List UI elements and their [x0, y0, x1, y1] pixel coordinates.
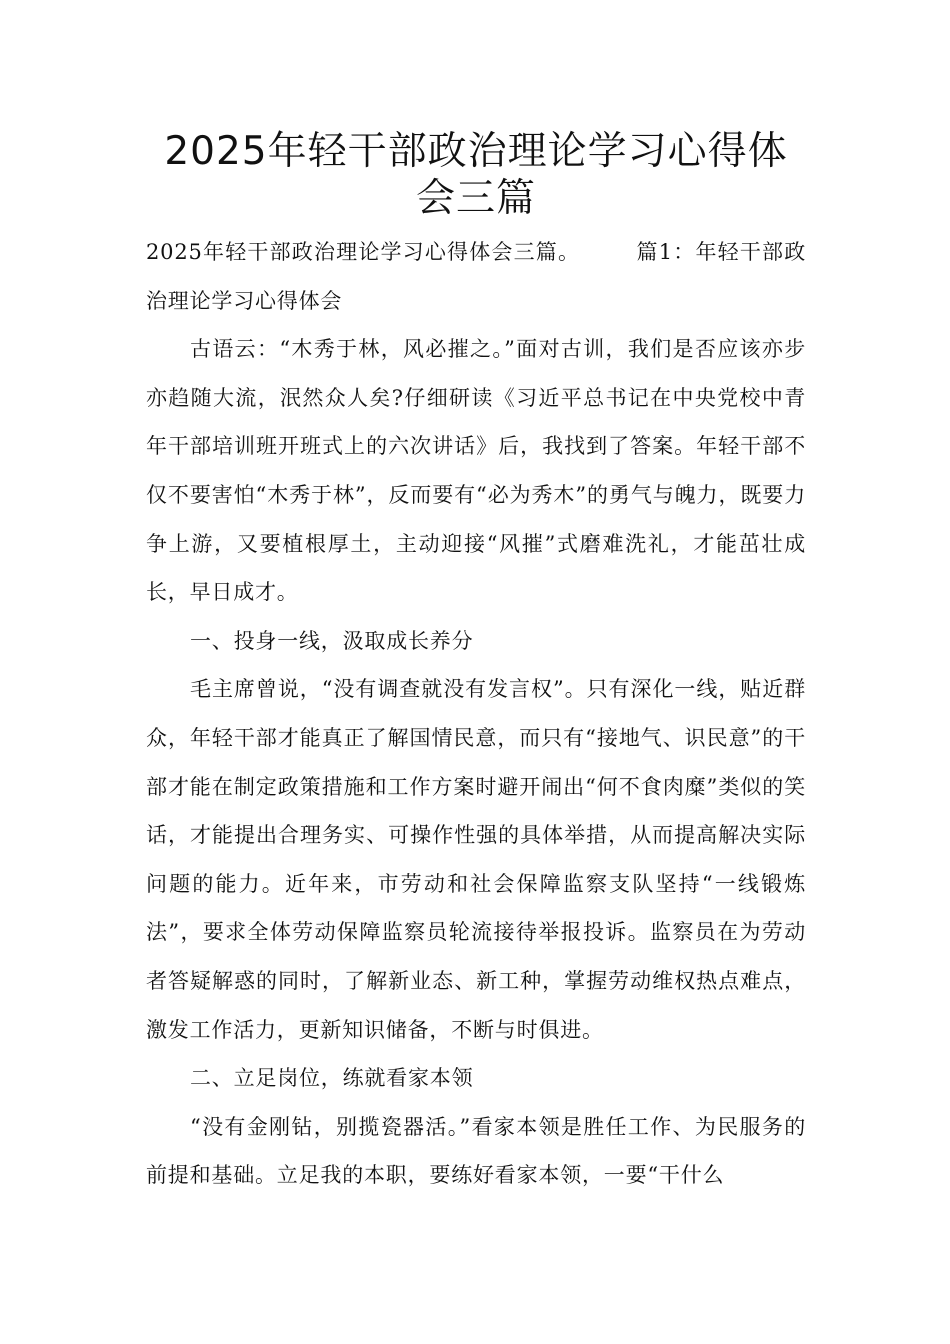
paragraph-section-1: 毛主席曾说，“没有调查就没有发言权”。只有深化一线，贴近群众，年轻干部才能真正了解国情民意，而只有“接地气、识民意”的干部才能在制定政策措施和工作方案时避开闹出“何不食肉糜”类似的笑话，才能提出合理务实、可操作性强的具体举措，从而提高解决实际问题的能力。近年来，市劳动和社会保障监察支队坚持“一线锻炼法”，要求全体劳动保障监察员轮流接待举报投诉。监察员在为劳动者答疑解惑的同时，了解新业态、新工种，掌握劳动维权热点难点，激发工作活力，更新知识储备，不断与时俱进。 — [146, 677, 806, 1042]
intro-text: 2025年轻干部政治理论学习心得体会三篇。 — [146, 240, 581, 264]
part-heading: 篇1：年轻干部政治理论学习心得体会 — [146, 240, 806, 313]
document-title: 2025年轻干部政治理论学习心得体会三篇 — [164, 129, 788, 221]
section-heading-2: 二、立足岗位，练就看家本领 — [190, 1066, 474, 1091]
intro-paragraph — [146, 228, 806, 325]
paragraph-section-2: “没有金刚钻，别揽瓷器活。”看家本领是胜任工作、为民服务的前提和基础。立足我的本职，要练好看家本领，一要“干什么 — [146, 1114, 806, 1188]
document-page — [146, 128, 806, 1200]
paragraph-opening: 古语云：“木秀于林，风必摧之。”面对古训，我们是否应该亦步亦趋随大流，泯然众人矣?仔细研读《习近平总书记在中央党校中青年干部培训班开班式上的六次讲话》后，我找到了答案。年轻干部不仅不要害怕“木秀于林”，反而要有“必为秀木”的勇气与魄力，既要力争上游，又要植根厚土，主动迎接“风摧”式磨难洗礼，才能茁壮成长，早日成才。 — [146, 337, 806, 605]
document-body — [146, 228, 806, 1200]
section-heading-1: 一、投身一线，汲取成长养分 — [190, 628, 474, 653]
